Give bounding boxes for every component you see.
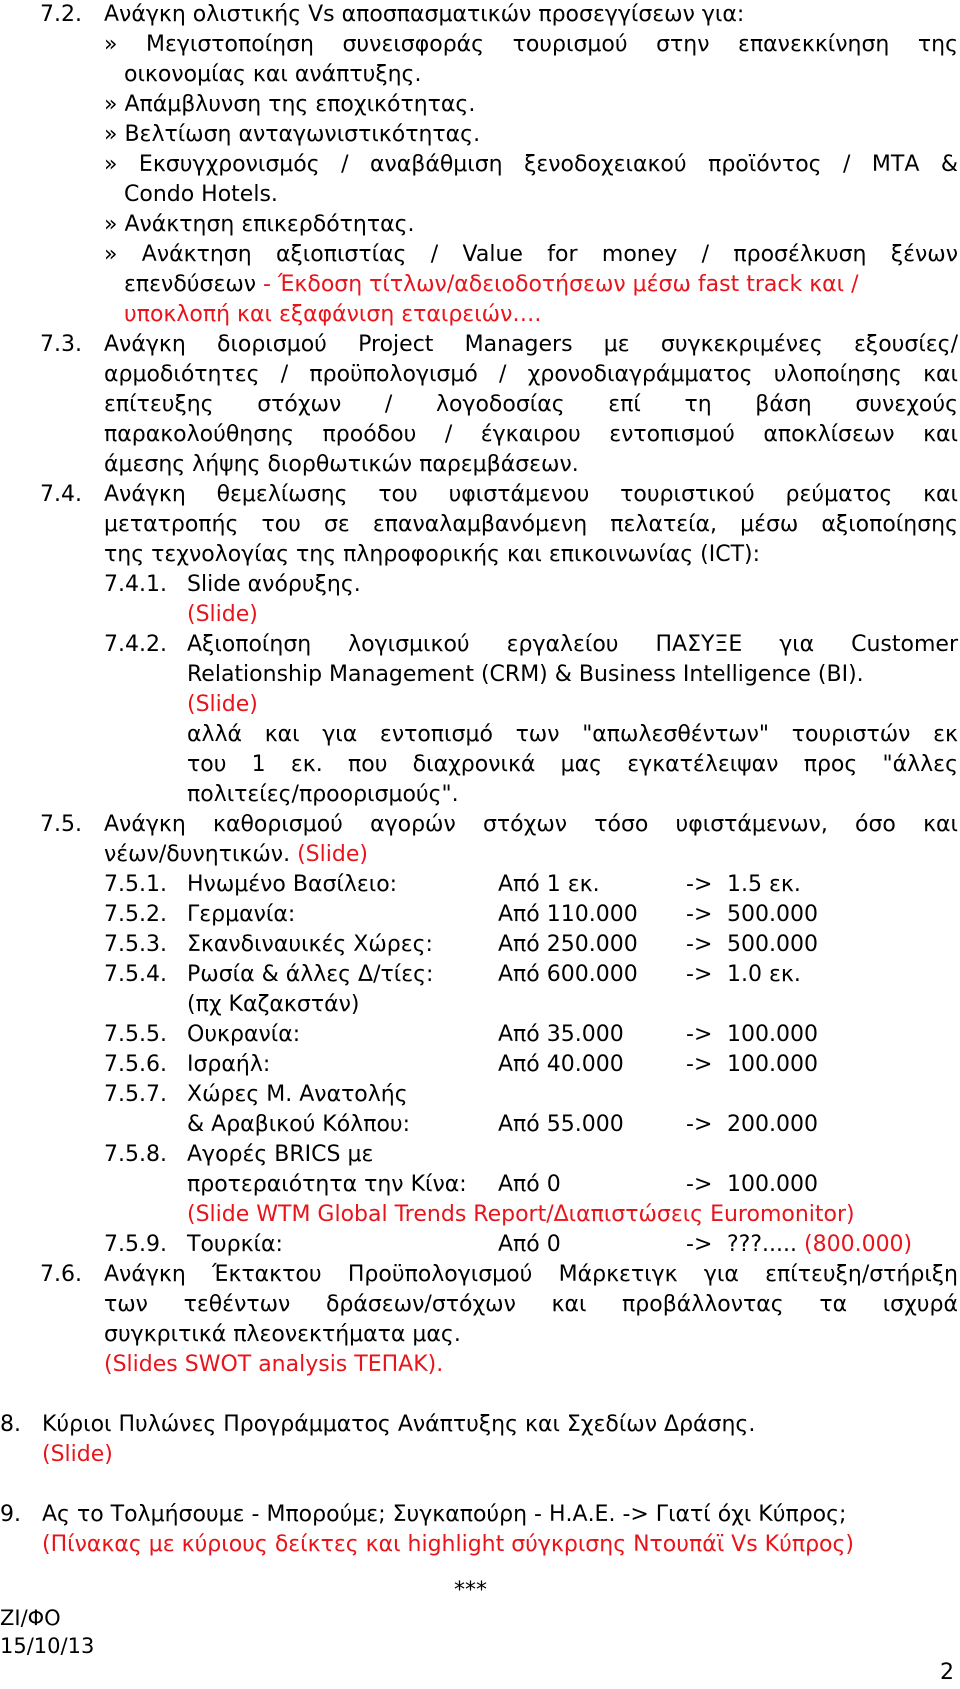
market-from: Από 600.000 (498, 962, 638, 987)
row-number: 7.5.5. (104, 1022, 167, 1047)
market-from: Από 0 (498, 1172, 561, 1197)
paragraph-line: μετατροπής του σε επαναλαμβανόμενη πελατεία, μέσω αξιοποίησης (104, 512, 958, 537)
bullet-text: επενδύσεων (124, 272, 257, 297)
paragraph-line: των τεθέντων δράσεων/στόχων και προβάλλοντας τα ισχυρά (104, 1292, 958, 1317)
market-to: 500.000 (727, 902, 818, 927)
bullet-line: » Ανάκτηση αξιοπιστίας / Value for money / προσέλκυση ξένων (104, 242, 958, 267)
paragraph-line: Ανάγκη διορισμού Project Managers με συγκεκριμένες εξουσίες/ (104, 332, 958, 357)
bullet-line: » Μεγιστοποίηση συνεισφοράς τουρισμού στην επανεκκίνηση της (104, 32, 958, 57)
subsection-number: 7.4.1. (104, 572, 167, 597)
market-name: Αγορές BRICS με (187, 1142, 374, 1167)
market-name: Ρωσία & άλλες Δ/τίες: (187, 962, 434, 987)
market-name: Γερμανία: (187, 902, 296, 927)
arrow: -> (686, 962, 713, 987)
bullet-line: Condo Hotels. (124, 182, 278, 207)
page-number: 2 (940, 1660, 954, 1685)
arrow: -> (686, 1052, 713, 1077)
market-to: 100.000 (727, 1052, 818, 1077)
section-number: 7.5. (40, 812, 82, 837)
row-number: 7.5.3. (104, 932, 167, 957)
row-number: 7.5.6. (104, 1052, 167, 1077)
subsection-text: Slide ανόρυξης. (187, 572, 361, 597)
arrow: -> (686, 872, 713, 897)
arrow: -> (686, 1022, 713, 1047)
paragraph-line: Ανάγκη καθορισμού αγορών στόχων τόσο υφιστάμενων, όσο και (104, 812, 958, 837)
row-number: 7.5.1. (104, 872, 167, 897)
market-from: Από 1 εκ. (498, 872, 600, 897)
section-title: Ας το Τολμήσουμε - Μπορούμε; Συγκαπούρη - Η.Α.Ε. -> Γιατί όχι Κύπρος; (42, 1502, 847, 1527)
paragraph-text: νέων/δυνητικών. (104, 842, 291, 867)
market-name-cont: προτεραιότητα την Κίνα: (187, 1172, 467, 1197)
bullet-line: οικονομίας και ανάπτυξης. (124, 62, 422, 87)
paragraph-line: παρακολούθησης προόδου / έγκαιρου εντοπισμού αποκλίσεων και (104, 422, 958, 447)
paragraph-line: επίτευξης στόχων / λογοδοσίας επί τη βάση συνεχούς (104, 392, 958, 417)
market-name: Χώρες Μ. Ανατολής (187, 1082, 408, 1107)
market-from: Από 55.000 (498, 1112, 624, 1137)
footer-initials: ΖΙ/ΦΟ (0, 1606, 61, 1630)
market-name: Ισραήλ: (187, 1052, 271, 1077)
section-title: Ανάγκη ολιστικής Vs αποσπασματικών προσεγγίσεων για: (104, 2, 745, 27)
subsection-text: πολιτείες/προορισμούς". (187, 782, 459, 807)
market-from: Από 250.000 (498, 932, 638, 957)
section-number: 7.4. (40, 482, 82, 507)
paragraph-line: Ανάγκη θεμελίωσης του υφιστάμενου τουριστικού ρεύματος και (104, 482, 958, 507)
market-name: Ηνωμένο Βασίλειο: (187, 872, 398, 897)
market-name: Σκανδιναυικές Χώρες: (187, 932, 433, 957)
bullet-line: » Εκσυγχρονισμός / αναβάθμιση ξενοδοχειακού προϊόντος / ΜΤΑ & (104, 152, 958, 177)
section-title: Κύριοι Πυλώνες Προγράμματος Ανάπτυξης και Σχεδίων Δράσης. (42, 1412, 756, 1437)
market-to-value: ???..... (727, 1232, 797, 1257)
red-note: (Slides SWOT analysis ΤΕΠΑΚ). (104, 1352, 444, 1377)
market-to: 500.000 (727, 932, 818, 957)
section-number: 7.6. (40, 1262, 82, 1287)
red-note: (Slide) (187, 692, 258, 717)
row-number: 7.5.8. (104, 1142, 167, 1167)
paragraph-line: της τεχνολογίας της πληροφορικής και επικοινωνίας (ICT): (104, 542, 761, 567)
section-number: 8. (0, 1412, 21, 1437)
paragraph-line: συγκριτικά πλεονεκτήματα μας. (104, 1322, 461, 1347)
market-to: 100.000 (727, 1172, 818, 1197)
paragraph-line (104, 840, 368, 870)
market-from: Από 35.000 (498, 1022, 624, 1047)
market-from: Από 110.000 (498, 902, 638, 927)
source-note: (Slide WTM Global Trends Report/Διαπιστώσεις Euromonitor) (187, 1202, 855, 1227)
market-from: Από 0 (498, 1232, 561, 1257)
market-to (727, 1230, 912, 1260)
red-note: (Slide) (187, 602, 258, 627)
row-number: 7.5.9. (104, 1232, 167, 1257)
subsection-text: αλλά και για εντοπισμό των "απωλεσθέντων" τουριστών εκ (187, 722, 958, 747)
bullet-line: » Απάμβλυνση της εποχικότητας. (104, 92, 476, 117)
section-number: 7.2. (40, 2, 82, 27)
row-number: 7.5.4. (104, 962, 167, 987)
red-note: (Slide) (42, 1442, 113, 1467)
market-to: 1.5 εκ. (727, 872, 801, 897)
subsection-number: 7.4.2. (104, 632, 167, 657)
section-number: 7.3. (40, 332, 82, 357)
bullet-line: » Ανάκτηση επικερδότητας. (104, 212, 415, 237)
paragraph-line: άμεσης λήψης διορθωτικών παρεμβάσεων. (104, 452, 579, 477)
red-note: (Πίνακας με κύριους δείκτες και highlight σύγκρισης Ντουπάϊ Vs Κύπρος) (42, 1532, 855, 1557)
market-to: 100.000 (727, 1022, 818, 1047)
red-note: (800.000) (804, 1232, 913, 1257)
footer-date: 15/10/13 (0, 1634, 95, 1658)
row-number: 7.5.7. (104, 1082, 167, 1107)
subsection-text: Relationship Management (CRM) & Business Intelligence (BI). (187, 662, 864, 687)
market-to: 1.0 εκ. (727, 962, 801, 987)
market-name-cont: (πχ Καζακστάν) (187, 992, 360, 1017)
paragraph-line: αρμοδιότητες / προϋπολογισμό / χρονοδιαγράμματος υλοποίησης και (104, 362, 958, 387)
market-to: 200.000 (727, 1112, 818, 1137)
arrow: -> (686, 932, 713, 957)
market-name: Ουκρανία: (187, 1022, 301, 1047)
subsection-text: Αξιοποίηση λογισμικού εργαλείου ΠΑΣΥΞΕ για Customer (187, 632, 958, 657)
arrow: -> (686, 902, 713, 927)
arrow: -> (686, 1172, 713, 1197)
section-number: 9. (0, 1502, 21, 1527)
subsection-text: του 1 εκ. που διαχρονικά μας εγκατέλειψαν προς "άλλες (187, 752, 958, 777)
market-name: Τουρκία: (187, 1232, 283, 1257)
red-note: υποκλοπή και εξαφάνιση εταιρειών…. (124, 302, 542, 327)
arrow: -> (686, 1232, 713, 1257)
market-name-cont: & Αραβικού Κόλπου: (187, 1112, 411, 1137)
bullet-line (124, 270, 859, 300)
market-from: Από 40.000 (498, 1052, 624, 1077)
paragraph-line: Ανάγκη Έκτακτου Προϋπολογισμού Μάρκετιγκ για επίτευξη/στήριξη (104, 1262, 958, 1287)
row-number: 7.5.2. (104, 902, 167, 927)
arrow: -> (686, 1112, 713, 1137)
separator-stars: *** (454, 1578, 487, 1603)
bullet-line: » Βελτίωση ανταγωνιστικότητας. (104, 122, 481, 147)
red-note: - Έκδοση τίτλων/αδειοδοτήσεων μέσω fast track και / (256, 272, 859, 297)
red-note: (Slide) (290, 842, 368, 867)
